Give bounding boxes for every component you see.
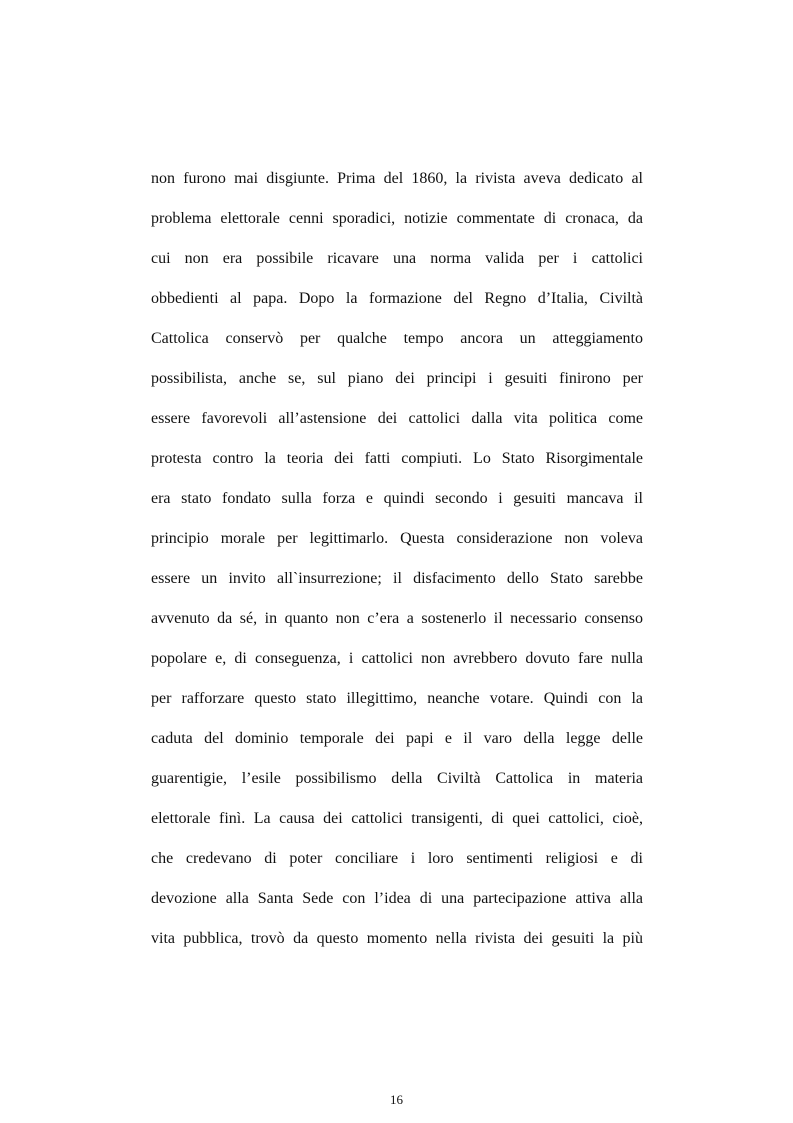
text-line: obbedienti al papa. Dopo la formazione del Regno d’Italia, Civiltà (151, 290, 643, 307)
text-line: elettorale finì. La causa dei cattolici transigenti, di quei cattolici, cioè, (151, 810, 643, 827)
text-line: vita pubblica, trovò da questo momento nella rivista dei gesuiti la più (151, 930, 643, 947)
text-line: essere favorevoli all’astensione dei cattolici dalla vita politica come (151, 410, 643, 427)
text-line: problema elettorale cenni sporadici, notizie commentate di cronaca, da (151, 210, 643, 227)
body-paragraph (151, 166, 643, 966)
page-number: 16 (390, 1092, 403, 1107)
text-line: per rafforzare questo stato illegittimo, neanche votare. Quindi con la (151, 690, 643, 707)
text-line: non furono mai disgiunte. Prima del 1860, la rivista aveva dedicato al (151, 170, 643, 187)
text-line: che credevano di poter conciliare i loro sentimenti religiosi e di (151, 850, 643, 867)
text-line: Cattolica conservò per qualche tempo ancora un atteggiamento (151, 330, 643, 347)
text-line: essere un invito all`insurrezione; il disfacimento dello Stato sarebbe (151, 570, 643, 587)
text-line: devozione alla Santa Sede con l’idea di una partecipazione attiva alla (151, 890, 643, 907)
text-line: guarentigie, l’esile possibilismo della Civiltà Cattolica in materia (151, 770, 643, 787)
text-line: popolare e, di conseguenza, i cattolici non avrebbero dovuto fare nulla (151, 650, 643, 667)
text-line: caduta del dominio temporale dei papi e il varo della legge delle (151, 730, 643, 747)
text-line: cui non era possibile ricavare una norma valida per i cattolici (151, 250, 643, 267)
text-line: avvenuto da sé, in quanto non c’era a sostenerlo il necessario consenso (151, 610, 643, 627)
text-line: protesta contro la teoria dei fatti compiuti. Lo Stato Risorgimentale (151, 450, 643, 467)
text-line: principio morale per legittimarlo. Questa considerazione non voleva (151, 530, 643, 547)
text-line: possibilista, anche se, sul piano dei principi i gesuiti finirono per (151, 370, 643, 387)
text-line: era stato fondato sulla forza e quindi secondo i gesuiti mancava il (151, 490, 643, 507)
